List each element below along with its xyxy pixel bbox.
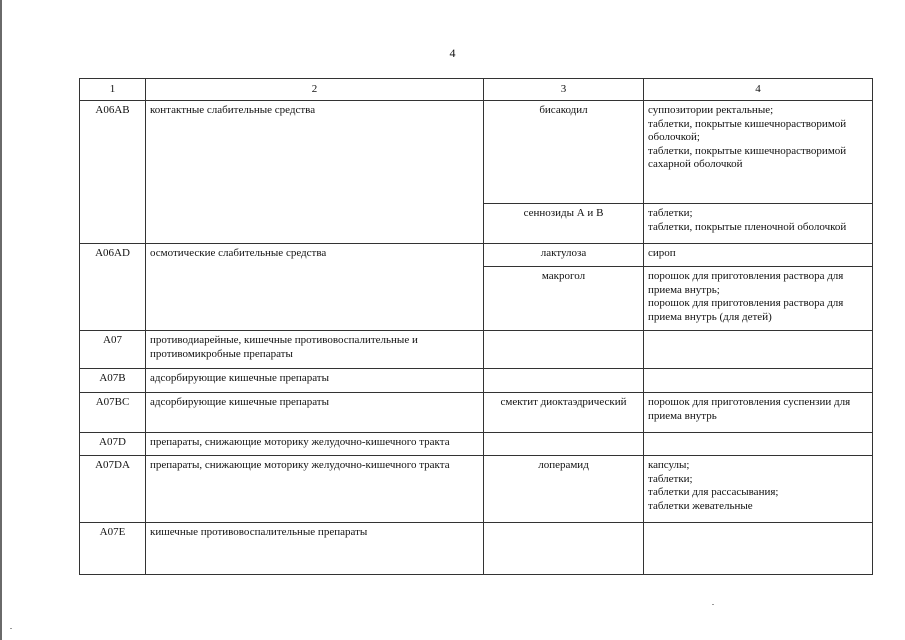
atc-name-cell: контактные слабительные средства [146,101,484,244]
column-header: 2 [146,79,484,101]
column-header: 4 [644,79,873,101]
scan-speck [712,604,714,605]
atc-code-cell: A07D [80,433,146,456]
drug-table [79,78,873,575]
column-header: 3 [484,79,644,101]
inn-cell [484,369,644,393]
dosage-form: суппозитории ректальные; [648,104,774,116]
atc-code-cell: A06AB [80,101,146,244]
scan-edge [0,0,2,640]
column-header: 1 [80,79,146,101]
atc-name-cell: адсорбирующие кишечные препараты [146,393,484,433]
atc-code-cell: A07 [80,331,146,369]
table-row [80,369,873,393]
atc-name-cell: осмотические слабительные средства [146,244,484,331]
dosage-form: таблетки для рассасывания; [648,486,779,498]
dosage-forms-cell [644,331,873,369]
dosage-form: таблетки, покрытые кишечнорастворимой сахарной оболочкой [648,144,847,170]
inn-cell: смектит диоктаэдрический [484,393,644,433]
atc-name-cell: кишечные противовоспалительные препараты [146,523,484,575]
dosage-form: порошок для приготовления суспензии для приема внутрь [648,396,851,422]
dosage-forms-cell [644,523,873,575]
dosage-form: капсулы; [648,459,690,471]
dosage-form: таблетки жевательные [648,499,753,512]
dosage-form: порошок для приготовления раствора для приема внутрь (для детей) [648,297,844,323]
table-row [80,331,873,369]
inn-cell [484,433,644,456]
inn-cell [484,331,644,369]
dosage-forms-cell [644,369,873,393]
inn-cell: бисакодил [484,101,644,204]
dosage-form: таблетки; [648,472,693,485]
table-row [80,456,873,523]
table-header-row [80,79,873,101]
dosage-forms-cell [644,393,873,433]
atc-name-cell: препараты, снижающие моторику желудочно-кишечного тракта [146,433,484,456]
dosage-form: порошок для приготовления раствора для приема внутрь; [648,270,844,296]
dosage-form: таблетки; [648,207,693,219]
inn-cell: лоперамид [484,456,644,523]
atc-code-cell: A06AD [80,244,146,331]
atc-code-cell: A07DA [80,456,146,523]
dosage-form: таблетки, покрытые кишечнорастворимой оболочкой; [648,117,847,143]
dosage-forms-cell [644,433,873,456]
table-row [80,393,873,433]
dosage-forms-cell [644,204,873,244]
table-row [80,244,873,267]
inn-cell: сеннозиды А и В [484,204,644,244]
atc-code-cell: A07BC [80,393,146,433]
atc-name-cell: препараты, снижающие моторику желудочно-кишечного тракта [146,456,484,523]
dosage-forms-cell [644,267,873,331]
page-number: 4 [449,46,456,60]
inn-cell: макрогол [484,267,644,331]
table-row [80,101,873,204]
dosage-form: таблетки, покрытые пленочной оболочкой [648,220,847,233]
scan-speck [10,628,12,629]
table-row [80,433,873,456]
dosage-forms-cell [644,101,873,204]
table-row [80,523,873,575]
dosage-forms-cell [644,456,873,523]
dosage-form: сироп [648,247,676,259]
atc-name-cell: противодиарейные, кишечные противовоспалительные и противомикробные препараты [146,331,484,369]
inn-cell: лактулоза [484,244,644,267]
atc-name-cell: адсорбирующие кишечные препараты [146,369,484,393]
atc-code-cell: A07E [80,523,146,575]
dosage-forms-cell [644,244,873,267]
atc-code-cell: A07B [80,369,146,393]
inn-cell [484,523,644,575]
